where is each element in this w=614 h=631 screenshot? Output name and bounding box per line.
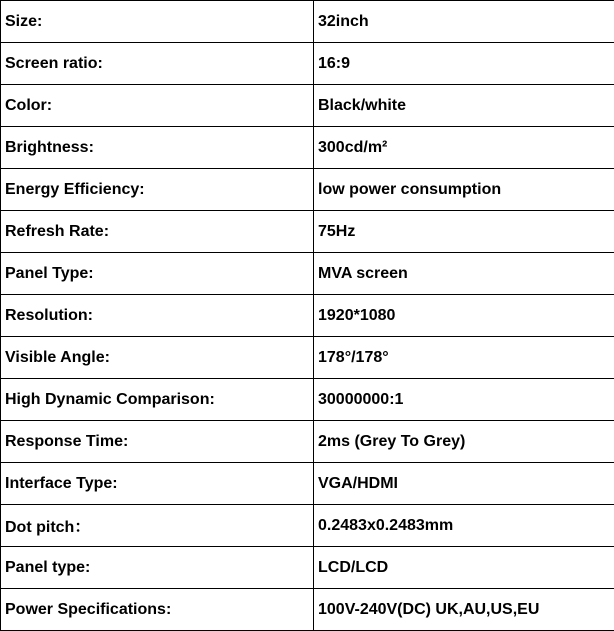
- spec-label: Visible Angle:: [1, 337, 314, 379]
- spec-value: LCD/LCD: [314, 547, 614, 589]
- spec-value: 16:9: [314, 43, 614, 85]
- spec-value: 100V-240V(DC) UK,AU,US,EU: [314, 589, 614, 631]
- table-row: [1, 43, 614, 85]
- spec-label: Refresh Rate:: [1, 211, 314, 253]
- table-row: [1, 337, 614, 379]
- spec-value: 1920*1080: [314, 295, 614, 337]
- table-row: [1, 463, 614, 505]
- table-row: [1, 253, 614, 295]
- spec-value: 32inch: [314, 1, 614, 43]
- spec-value: low power consumption: [314, 169, 614, 211]
- spec-value: VGA/HDMI: [314, 463, 614, 505]
- spec-table-body: [1, 1, 614, 631]
- table-row: [1, 505, 614, 547]
- table-row: [1, 211, 614, 253]
- table-row: [1, 295, 614, 337]
- table-row: [1, 85, 614, 127]
- spec-value: 178°/178°: [314, 337, 614, 379]
- table-row: [1, 547, 614, 589]
- spec-label: Response Time:: [1, 421, 314, 463]
- table-row: [1, 169, 614, 211]
- spec-label: Color:: [1, 85, 314, 127]
- spec-value: 0.2483x0.2483mm: [314, 505, 614, 547]
- spec-label: Resolution:: [1, 295, 314, 337]
- spec-label: High Dynamic Comparison:: [1, 379, 314, 421]
- spec-value: 300cd/m²: [314, 127, 614, 169]
- spec-value: 2ms (Grey To Grey): [314, 421, 614, 463]
- spec-label: Interface Type:: [1, 463, 314, 505]
- spec-value: MVA screen: [314, 253, 614, 295]
- table-row: [1, 421, 614, 463]
- spec-label: Screen ratio:: [1, 43, 314, 85]
- table-row: [1, 589, 614, 631]
- spec-label: Energy Efficiency:: [1, 169, 314, 211]
- spec-label: Size:: [1, 1, 314, 43]
- spec-value: 75Hz: [314, 211, 614, 253]
- spec-label: Panel Type:: [1, 253, 314, 295]
- spec-label: Panel type:: [1, 547, 314, 589]
- spec-value: 30000000:1: [314, 379, 614, 421]
- table-row: [1, 1, 614, 43]
- spec-label: Power Specifications:: [1, 589, 314, 631]
- spec-label: Brightness:: [1, 127, 314, 169]
- spec-label: Dot pitch：: [1, 505, 314, 547]
- table-row: [1, 379, 614, 421]
- spec-value: Black/white: [314, 85, 614, 127]
- table-row: [1, 127, 614, 169]
